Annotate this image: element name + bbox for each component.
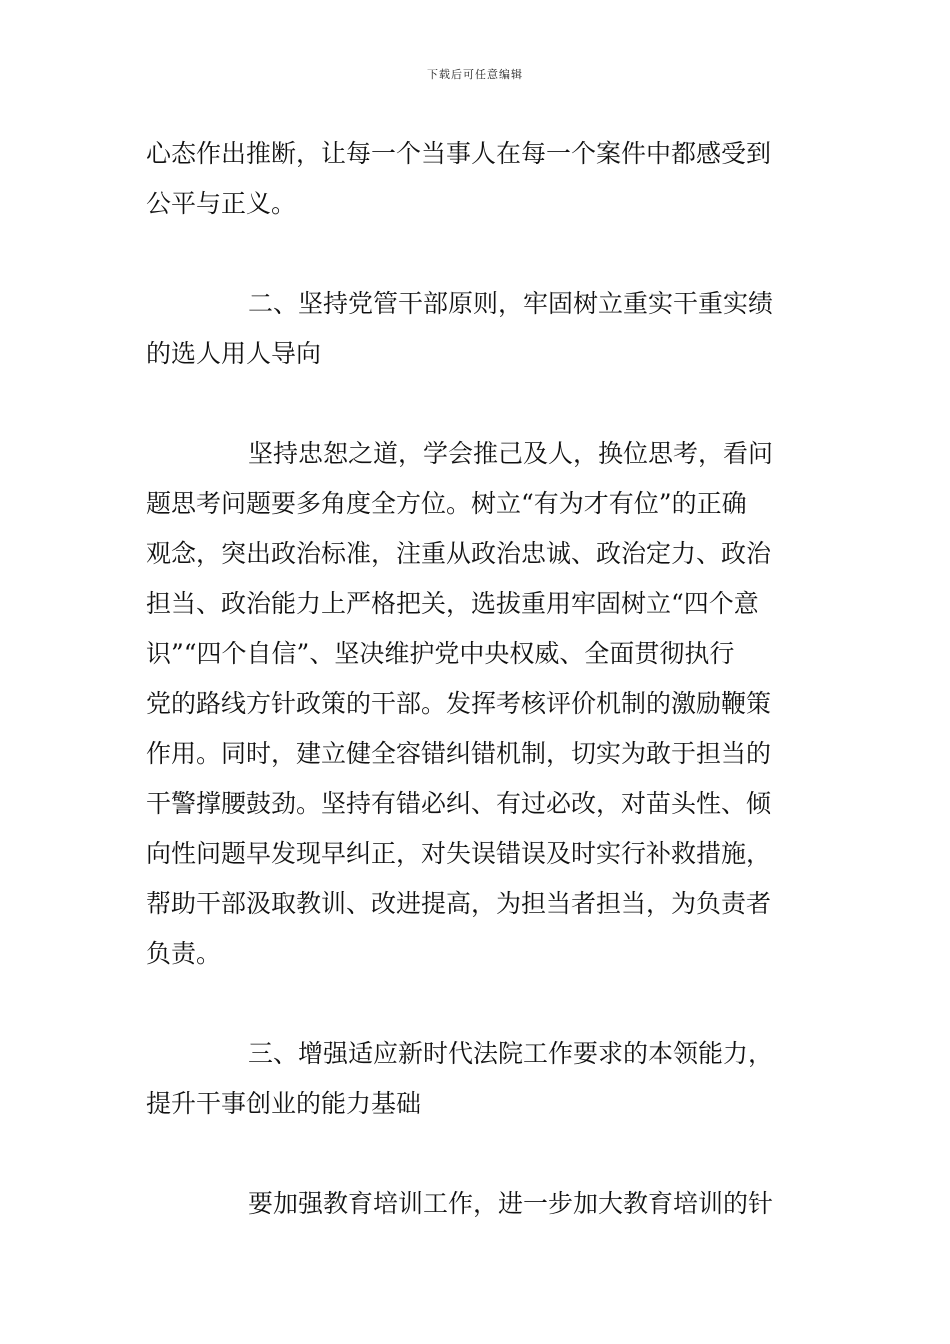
paragraph-line: 心态作出推断，让每一个当事人在每一个案件中都感受到 — [146, 139, 772, 168]
paragraph-gap — [146, 229, 810, 279]
paragraph-line: 向性问题早发现早纠正，对失误错误及时实行补救措施， — [146, 839, 772, 868]
paragraph-line: 党的路线方针政策的干部。发挥考核评价机制的激励鞭策 — [146, 689, 772, 718]
page-header-note: 下载后可任意编辑 — [427, 68, 523, 81]
paragraph-line: 识”“四个自信”、坚决维护党中央权威、全面贯彻执行 — [146, 639, 735, 668]
section-heading-line: 提升干事创业的能力基础 — [146, 1089, 422, 1118]
paragraph-gap — [146, 1129, 810, 1179]
paragraph-line: 公平与正义。 — [146, 189, 297, 218]
paragraph-line: 干警撑腰鼓劲。坚持有错必纠、有过必改，对苗头性、倾 — [146, 789, 772, 818]
paragraph-line: 担当、政治能力上严格把关，选拔重用牢固树立“四个意 — [146, 589, 759, 618]
section-heading-line: 三、增强适应新时代法院工作要求的本领能力， — [248, 1039, 774, 1068]
document-body — [146, 129, 810, 1229]
section-heading-line: 二、坚持党管干部原则，牢固树立重实干重实绩 — [248, 289, 774, 318]
paragraph-line: 坚持忠恕之道，学会推己及人，换位思考，看问 — [248, 439, 774, 468]
paragraph-line: 要加强教育培训工作，进一步加大教育培训的针 — [248, 1189, 774, 1218]
paragraph-gap — [146, 379, 810, 429]
paragraph-line: 观念，突出政治标准，注重从政治忠诚、政治定力、政治 — [146, 539, 772, 568]
paragraph-line: 题思考问题要多角度全方位。树立“有为才有位”的正确 — [146, 489, 747, 518]
paragraph-gap — [146, 979, 810, 1029]
paragraph-line: 作用。同时，建立健全容错纠错机制，切实为敢于担当的 — [146, 739, 772, 768]
paragraph-line: 帮助干部汲取教训、改进提高，为担当者担当，为负责者 — [146, 889, 772, 918]
paragraph-line: 负责。 — [146, 939, 222, 968]
section-heading-line: 的选人用人导向 — [146, 339, 322, 368]
